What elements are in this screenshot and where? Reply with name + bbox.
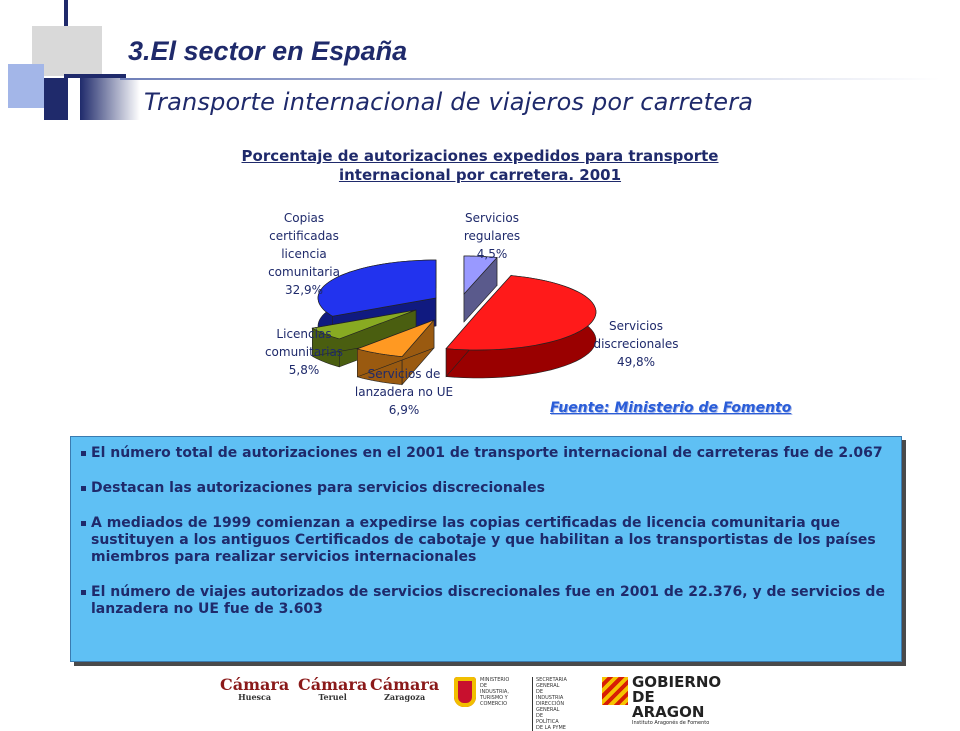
gobierno-subtitle: Instituto Aragonés de Fomento <box>632 720 710 726</box>
camara-teruel-logo <box>298 675 367 702</box>
ministerio-line: DE INDUSTRIA, <box>480 683 509 695</box>
pie-slice-label-line: Servicios de <box>367 367 441 381</box>
bullet-item: El número de viajes autorizados de servicios discrecionales fue en 2001 de 22.376, y de servicios de lanzadera no UE fue de 3.603 <box>81 584 891 618</box>
secretaria-line: INDUSTRIA <box>536 695 564 701</box>
pie-slice-label-line: lanzadera no UE <box>354 385 454 399</box>
slide-title: Transporte internacional de viajeros por carretera <box>144 88 754 116</box>
gobierno-aragon-logo <box>632 675 721 727</box>
camara-word: Cámara <box>370 675 440 694</box>
gobierno-line: DE ARAGON <box>632 688 705 721</box>
pie-slice-label <box>464 211 520 261</box>
section-heading: 3.El sector en España <box>128 36 408 66</box>
aragon-flag-icon <box>602 677 628 705</box>
bullet-item: El número total de autorizaciones en el 2001 de transporte internacional de carreteras fue de 2.067 <box>81 445 891 462</box>
info-box <box>70 436 902 662</box>
camara-city: Huesca <box>238 692 272 702</box>
pie-slice-label-line: comunitaria <box>268 265 340 279</box>
pie-slice-label-line: comunitarias <box>264 345 344 359</box>
secretaria-line: POLÍTICA DE LA PYME <box>536 719 566 731</box>
spain-coat-of-arms-icon <box>454 677 476 707</box>
pie-slice-label-line: Servicios <box>465 211 519 225</box>
pie-slice-value: 49,8% <box>616 355 656 369</box>
pie-slice-label-line: Servicios <box>609 319 663 333</box>
bullet-item: Destacan las autorizaciones para servicios discrecionales <box>81 480 891 497</box>
camara-city: Teruel <box>318 692 347 702</box>
pie-slice-label <box>265 327 343 377</box>
secretaria-logo <box>532 677 567 731</box>
camara-word: Cámara <box>220 675 290 694</box>
pie-slice-label-line: Licencias <box>276 327 332 341</box>
camara-word: Cámara <box>298 675 368 694</box>
secretaria-line: SECRETARIA GENERAL DE <box>536 677 567 695</box>
camara-city: Zaragoza <box>384 692 426 702</box>
pie-slice-value: 5,8% <box>288 363 320 377</box>
gobierno-line: GOBIERNO <box>632 673 722 691</box>
camara-huesca-logo <box>220 675 289 702</box>
bullet-list <box>71 437 901 618</box>
chart-title-line-1: Porcentaje de autorizaciones expedidos para transporte <box>241 147 719 165</box>
ministerio-line: TURISMO Y <box>480 695 508 701</box>
ministerio-line: COMERCIO <box>480 701 508 707</box>
bullet-item: A mediados de 1999 comienzan a expedirse las copias certificadas de licencia comunitaria que sustituyen a los antiguos Certificados de cabotaje y que habilitan a los transportistas de los países miembros para realizar servicios internacionales <box>81 515 891 566</box>
pie-slice-label-line: Copias <box>283 211 325 225</box>
camara-zaragoza-logo <box>370 675 439 702</box>
chart-title-line-2: internacional por carretera. 2001 <box>338 166 622 184</box>
pie-slice-value: 4,5% <box>476 247 508 261</box>
source-note: Fuente: Ministerio de Fomento <box>550 400 792 416</box>
ministerio-logo <box>480 677 509 707</box>
secretaria-line: DIRECCIÓN GENERAL DE <box>536 701 565 719</box>
pie-slice-label-line: licencia <box>281 247 327 261</box>
pie-slice-label <box>355 367 453 417</box>
pie-slice-label <box>593 319 678 369</box>
pie-slice-value: 6,9% <box>388 403 420 417</box>
ministerio-line: MINISTERIO <box>480 677 510 683</box>
pie-slice-label-line: certificadas <box>269 229 339 243</box>
pie-slice-label-line: regulares <box>463 229 521 243</box>
pie-slice-label-line: discrecionales <box>593 337 679 351</box>
pie-slice-value: 32,9% <box>284 283 324 297</box>
